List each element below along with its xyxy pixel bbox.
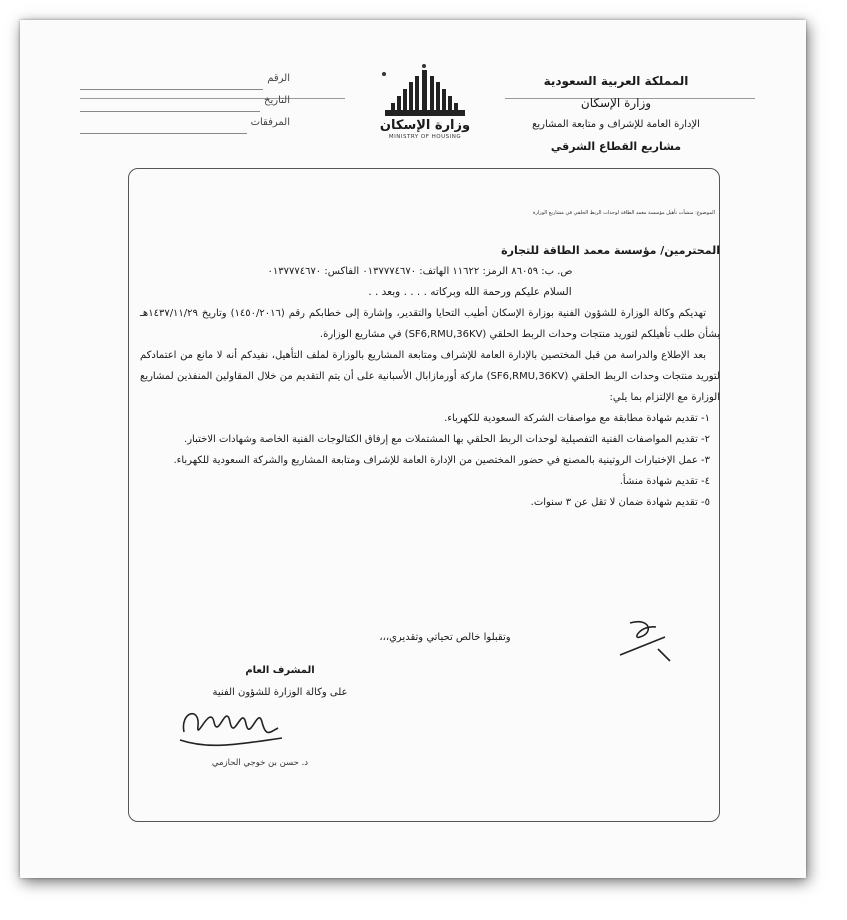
handwritten-signature	[170, 692, 290, 762]
ministry-logo	[365, 68, 485, 168]
kingdom-name: المملكة العربية السعودية	[543, 74, 689, 88]
department-name: الإدارة العامة للإشراف و متابعة المشاريع	[532, 119, 700, 130]
attachments-field	[80, 112, 290, 134]
ministry-name: وزارة الإسكان	[580, 96, 652, 110]
greeting: السلام عليكم ورحمة الله وبركاته . . . . وبعد . .	[368, 286, 572, 298]
condition-item: ١- تقديم شهادة مطابقة مع مواصفات الشركة السعودية للكهرباء.	[444, 413, 710, 424]
signatory-title: المشرف العام	[245, 665, 315, 676]
condition-item: ٣- عمل الإختبارات الروتينية بالمصنع في حضور المختصين من الإدارة العامة للإشراف ومتابعة المشاريع والشركة السعودية للكهرباء.	[173, 455, 710, 466]
signatory-name: د. حسن بن خوجي الحازمي	[211, 758, 309, 768]
paragraph-approval: بعد الإطلاع والدراسة من قبل المختصين بالإدارة العامة للإشراف ومتابعة المشاريع بالوزارة لملف التأهيل، نفيدكم أنه لا مانع من اعتمادكم لتوريد منتجات وحدات الربط الحلقي (SF6,RMU,36KV) ماركة أورمازابال الأسبانية على أن يتم التقديم من خلال المقاولين المنفذين لمشاريع الوزارة مع الإلتزام بما يلي:	[140, 350, 720, 403]
attachments-label: المرفقات	[250, 117, 290, 128]
document-page	[20, 20, 806, 878]
initials-signature	[610, 615, 680, 665]
number-label: الرقم	[267, 73, 290, 84]
addressee: المحترمين/ مؤسسة معمد الطاقة للتجارة	[501, 244, 720, 257]
subject-line: الموضوع: منشآت تأهيل مؤسسة معمد الطاقة لوحدات الربط الحلقي في مشاريع الوزارة	[532, 210, 715, 216]
condition-item: ٥- تقديم شهادة ضمان لا تقل عن ٣ سنوات.	[530, 497, 710, 508]
condition-item: ٢- تقديم المواصفات الفنية التفصيلية لوحدات الربط الحلقي بها المشتملات مع إرفاق الكتالوجات الفنية الخاصة وشهادات الاختبار.	[184, 434, 710, 445]
reference-fields	[80, 68, 290, 134]
section-name: مشاريع القطاع الشرقي	[550, 140, 682, 153]
signatory-role: على وكالة الوزارة للشؤون الفنية	[212, 687, 348, 698]
condition-item: ٤- تقديم شهادة منشأ.	[619, 476, 710, 487]
letterhead-right	[486, 70, 746, 158]
logo-english-text: MINISTRY OF HOUSING	[388, 134, 462, 140]
date-field	[80, 90, 290, 112]
number-field	[80, 68, 290, 90]
paragraph-intro: تهديكم وكالة الوزارة للشؤون الفنية بوزارة الإسكان أطيب التحايا والتقدير، وإشارة إلى خطابكم رقم (١٤٥٠/٢٠١٦) وتاريخ ١٤٣٧/١١/٢٩هـ بشأن طلب تأهيلكم لتوريد منتجات وحدات الربط الحلقي (SF6,RMU,36KV) في مشاريع الوزارة.	[140, 308, 720, 340]
housing-logo-icon	[382, 68, 468, 118]
contact-info: ص. ب: ٨٦٠٥٩ الرمز: ١١٦٢٢ الهاتف: ٠١٣٧٧٧٤٦٧٠ الفاكس: ٠١٣٧٧٧٤٦٧٠	[267, 266, 573, 277]
logo-arabic-text: وزارة الإسكان	[379, 118, 471, 133]
letter-body	[140, 240, 720, 513]
closing-phrase: وتقبلوا خالص تحياتي وتقديري،،،	[379, 632, 511, 643]
date-label: التاريخ	[264, 95, 290, 106]
